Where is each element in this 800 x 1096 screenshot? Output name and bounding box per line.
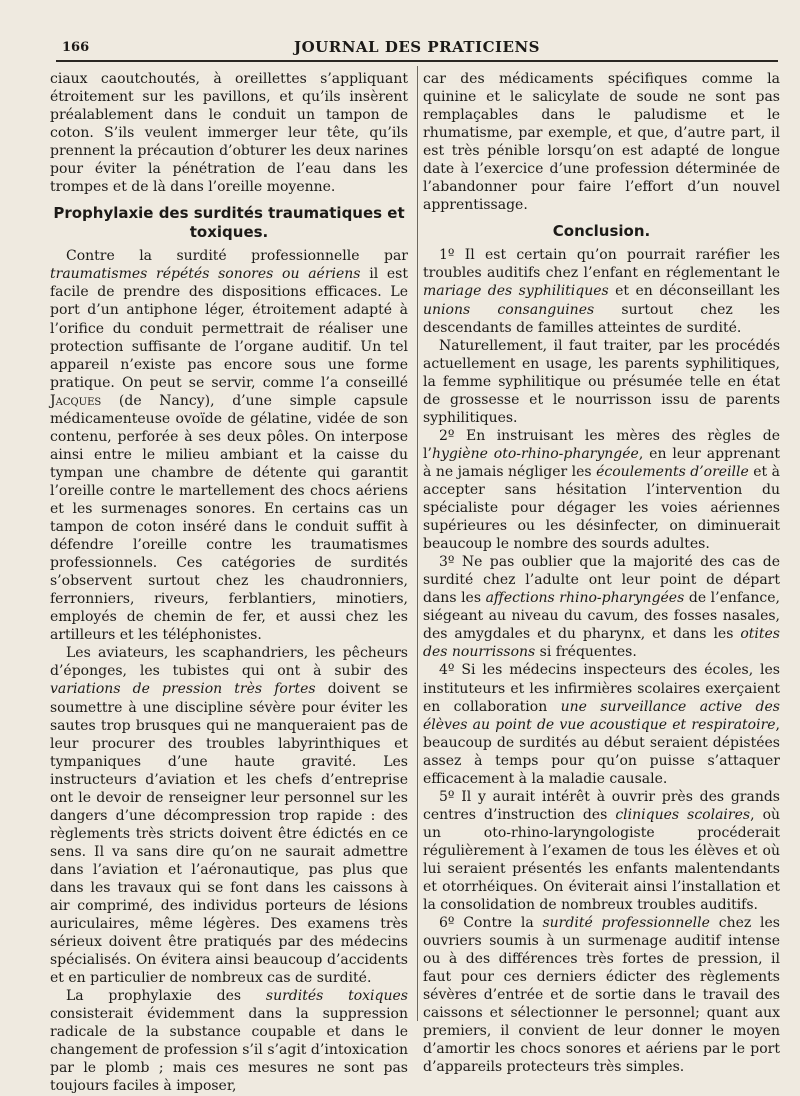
text-run: 2º En instruisant les mères des règles de l’ — [423, 427, 780, 462]
paragraph-aviateurs — [50, 644, 408, 987]
text-run: 6º Contre la — [439, 915, 543, 932]
paragraph-traumatismes — [50, 247, 408, 644]
text-run: Contre la surdité professionnelle par — [66, 248, 408, 265]
text-run: Les aviateurs, les scaphandriers, les pêcheurs d’éponges, les tubistes qui ont à subir des — [50, 645, 408, 680]
text-run: surtout chez les descendants de familles atteintes de surdité. — [423, 301, 780, 336]
emphasis-text: traumatismes répétés sonores ou aériens — [50, 266, 361, 283]
text-run: si fréquentes. — [535, 644, 637, 661]
left-column — [50, 70, 408, 1096]
text-run: 5º Il y aurait intérêt à ouvrir près des grands centres d’instruction des — [423, 788, 780, 823]
section-heading-prophylaxie: Prophylaxie des surdités traumatiques et toxiques. — [53, 204, 405, 242]
emphasis-text: unions consanguines — [423, 301, 595, 318]
paragraph-continuation: car des médicaments spécifiques comme la quinine et le salicylate de soude ne sont pas remplaçables dans le paludisme et le rhumatisme, par exemple, et que, d’autre part, il est très pénible lorsqu’on est adapté de longue date à l’exercice d’une profession déterminée de l’abandonner pour faire l’effort d’un nouvel apprentissage. — [423, 71, 780, 214]
emphasis-text: mariage des syphilitiques — [423, 283, 609, 300]
text-run: il est facile de prendre des dispositions efficaces. Le port d’un antiphone léger, étroitement adapté à l’orifice du conduit permettrait de réaliser une protection suffisante de l’organe auditif. Un tel appareil n’existe pas encore sous une forme pratique. On peut se servir, comme l’a conseillé — [50, 266, 408, 391]
text-run: et en déconseillant les — [608, 283, 780, 300]
text-run: chez les ouvriers soumis à un surmenage auditif intense ou à des différences très fortes de pression, il faut pour ces derniers édicter des règlements sévères d’entrée et de sortie dans le travail des caissons et sélectionner le personnel; quant aux premiers, il convient de leur donner le moyen d’amortir les chocs sonores et aériens par le port d’appareils protecteurs très simples. — [423, 915, 780, 1076]
emphasis-text: cliniques scolaires — [615, 806, 751, 823]
emphasis-text: surdités toxiques — [265, 988, 408, 1005]
conclusion-point-1-followup: Naturellement, il faut traiter, par les procédés actuellement en usage, les parents syphilitiques, la femme syphilitique ou présumée telle en état de grossesse et le nourrisson issu de parents syphilitiques. — [423, 337, 780, 426]
author-name-small-caps: Jacques — [50, 392, 102, 409]
conclusion-point-1 — [423, 246, 780, 336]
text-run: 1º Il est certain qu’on pourrait raréfier les troubles auditifs chez l’enfant en réglementant le — [423, 247, 780, 282]
text-run: 4º Si les médecins inspecteurs des écoles, les instituteurs et les infirmières scolaires exerçaient en collaboration — [423, 662, 780, 715]
right-column — [423, 70, 780, 1077]
conclusion-point-2 — [423, 427, 780, 553]
emphasis-text: surdité professionnelle — [542, 915, 710, 932]
text-run: doivent se soumettre à une discipline sévère pour éviter les sautes trop brusques qui ne manqueraient pas de leur procurer des troubles labyrinthiques et tympaniques d’une haute gravité. Les instructeurs d’aviation et les chefs d’entreprise ont le devoir de renseigner leur personnel sur les dangers d’une décompression trop rapide : des règlements très stricts doivent être édictés en ce sens. Il va sans dire qu’on ne saurait admettre dans l’aviation et l’aéronautique, pas plus que dans les travaux qui se font dans les caissons à air comprimé, des individus porteurs de lésions auriculaires, même légères. Des examens très sérieux doivent être pratiqués par des médecins spécialisés. On évitera ainsi beaucoup d’accidents et en particulier de nombreux cas de surdité. — [50, 681, 408, 987]
text-run: , où un oto-rhino-laryngologiste procéderait régulièrement à l’examen de tous les élèves et où lui seraient présentés les enfants malentendants et otorrhéiques. On éviterait ainsi l’installation et la consolidation de nombreux troubles auditifs. — [423, 806, 781, 914]
conclusion-point-4 — [423, 661, 780, 787]
text-run: de l’enfance, siégeant au niveau du cavum, des fosses nasales, des amygdales et du pharynx, et dans les — [423, 590, 781, 643]
emphasis-text: variations de pression très fortes — [50, 681, 316, 698]
paragraph-continuation: ciaux caoutchoutés, à oreillettes s’appliquant étroitement sur les pavillons, et qu’ils insèrent préalablement dans le conduit un tampon de coton. S’ils veulent immerger leur tête, qu’ils prennent la précaution d’obturer les deux narines pour éviter la pénétration de l’eau dans les trompes et de là dans l’oreille moyenne. — [50, 71, 408, 196]
text-run: 3º Ne pas oublier que la majorité des cas de surdité chez l’adulte ont leur point de départ dans les — [423, 554, 780, 607]
text-run: La prophylaxie des — [66, 988, 266, 1005]
emphasis-text: hygiène oto-rhino-pharyngée — [431, 445, 639, 462]
column-divider — [417, 66, 418, 1021]
emphasis-text: une surveillance active des élèves au point de vue acoustique et respiratoire — [423, 698, 780, 733]
text-run: (de Nancy), d’une simple capsule médicamenteuse ovoïde de gélatine, vidée de son contenu, perforée à ses deux pôles. On interpose ainsi entre le milieu ambiant et la caisse du tympan une chambre de détente qui garantit l’oreille contre le martellement des chocs aériens et les surmenages sonores. En certains cas un tampon de coton inséré dans le conduit suffit à défendre l’oreille contre les traumatismes professionnels. Ces catégories de surdités s’observent surtout chez les chaudronniers, ferronniers, riveurs, ferblantiers, minotiers, employés de chemin de fer, et aussi chez les artilleurs et les téléphonistes. — [50, 392, 408, 644]
emphasis-text: otites des nourrissons — [423, 626, 780, 661]
section-heading-conclusion: Conclusion. — [552, 222, 651, 241]
header-rule — [56, 60, 778, 62]
emphasis-text: écoulements d’oreille — [596, 463, 749, 480]
text-run: , en leur apprenant à ne jamais négliger les — [423, 445, 780, 480]
conclusion-point-5 — [423, 788, 780, 914]
text-run: consisterait évidemment dans la suppression radicale de la substance coupable et dans le changement de profession s’il s’agit d’intoxication par le plomb ; mais ces mesures ne sont pas toujours faciles à imposer, — [50, 1006, 408, 1095]
text-run: et à accepter sans hésitation l’intervention du spécialiste pour dégager les voies aériennes supérieures ou les désinfecter, on diminuerait beaucoup le nombre des sourds adultes. — [423, 463, 780, 553]
conclusion-point-3 — [423, 553, 780, 661]
journal-title: JOURNAL DES PRATICIENS — [294, 38, 540, 56]
paragraph-surdites-toxiques — [50, 987, 408, 1095]
conclusion-point-6 — [423, 914, 780, 1076]
text-run: , beaucoup de surdités au début seraient dépistées assez à temps pour qu’on puisse s’attaquer efficacement à la maladie causale. — [423, 716, 780, 787]
emphasis-text: affections rhino-pharyngées — [485, 590, 685, 607]
page-number: 166 — [62, 40, 90, 55]
running-header — [56, 36, 778, 60]
